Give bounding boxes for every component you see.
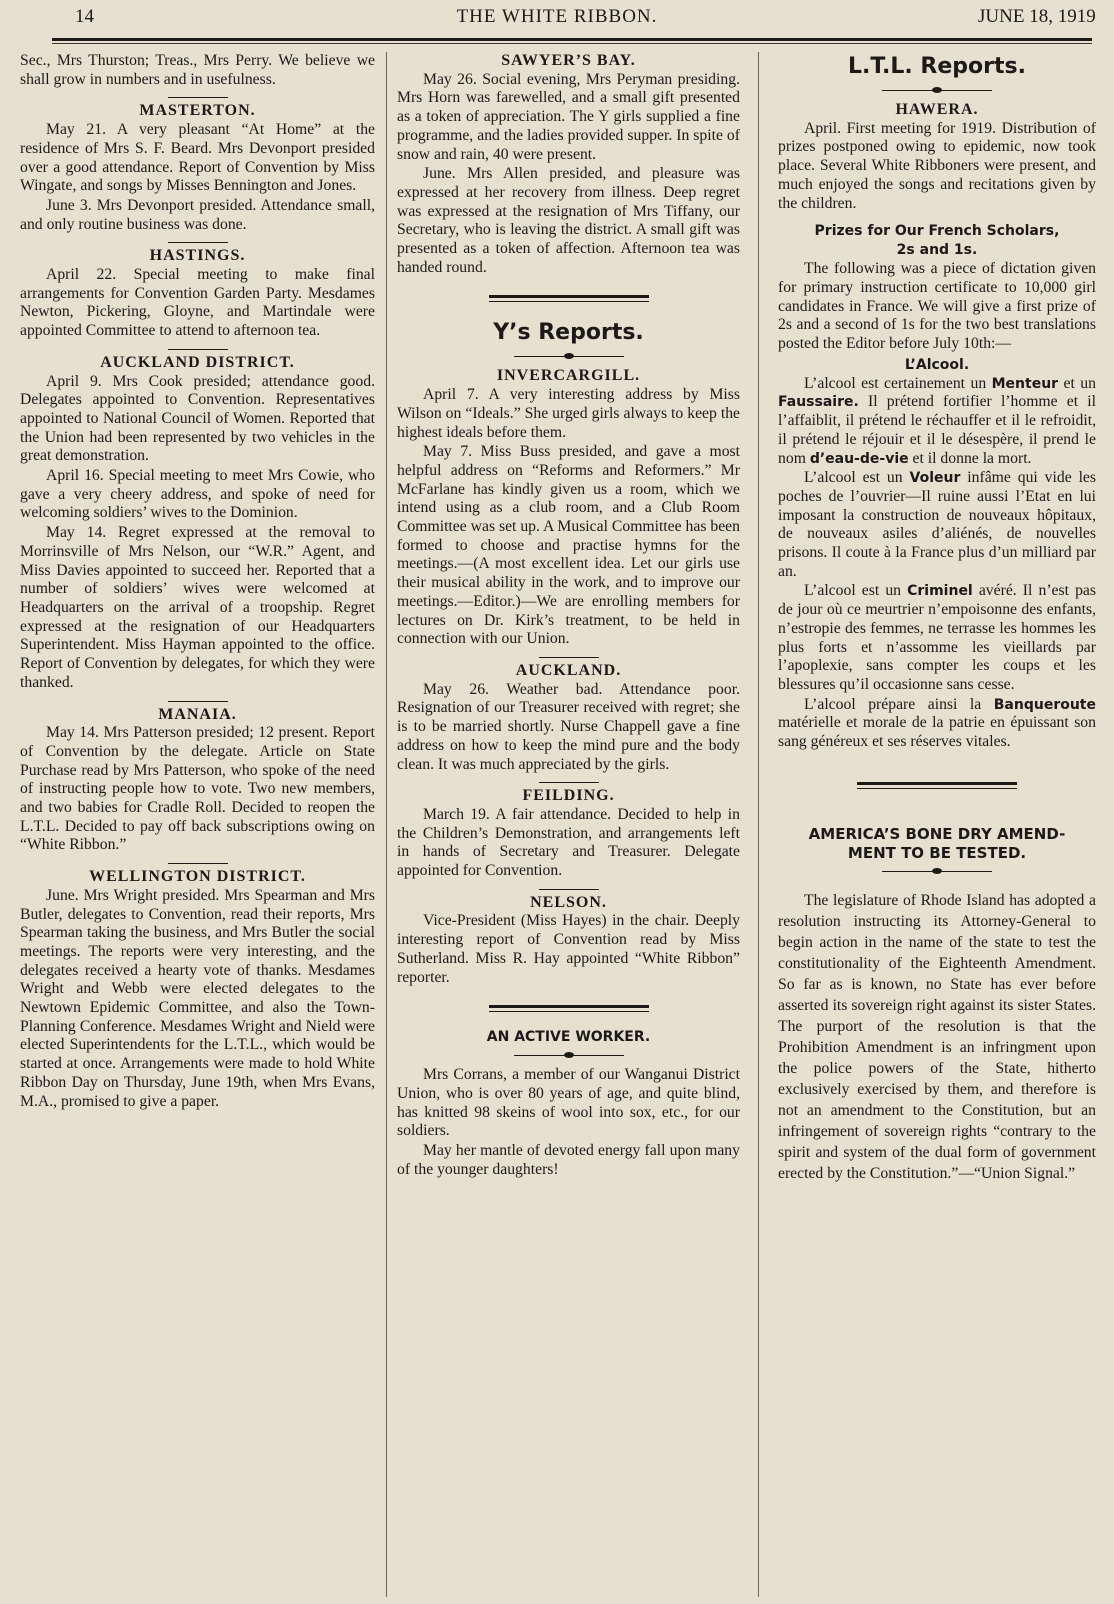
bold-term: Voleur (909, 470, 961, 487)
paragraph: May her mantle of devoted energy fall upon many of the younger daughters! (397, 1142, 740, 1178)
section-rule (168, 863, 228, 864)
heading-wellington-district: WELLINGTON DISTRICT. (89, 868, 306, 886)
paragraph: The following was a piece of dictation given for primary instruction certificate to 10,000 girl candidates in France. We will give a first prize of 2s and a second of 1s for the two best translations posted the Editor before July 10th:— (778, 260, 1096, 353)
heading-sawyers-bay: SAWYER’S BAY. (501, 52, 636, 69)
paragraph: The legislature of Rhode Island has adopted a resolution instructing its Attorney-General to begin action in the name of the state to test the constitutionality of the Eighteenth Amendment. So far as is known, no State has ever before asserted its sovereign right against its sister States. The purport of the resolution is that the Prohibition Amendment is an infringment upon the police powers of the State, hitherto exclusively exercised by them, and therefore is not an amendment to the Constitution, but an infringement of sovereign rights “contrary to the spirit and system of the dual form of government erected by the Constitution.”—“Union Signal.” (778, 891, 1096, 1182)
heading-feilding: FEILDING. (522, 787, 615, 805)
heading-nelson: NELSON. (530, 893, 607, 911)
paragraph: April. First meeting for 1919. Distribution of prizes postponed owing to epidemic, now took place. Several White Ribboners were present, and much enjoyed the songs and recitations given by the children. (778, 119, 1096, 212)
paragraph (778, 469, 1096, 581)
ornament-rule (514, 352, 624, 361)
heading-alcool: L’Alcool. (904, 356, 970, 373)
text: et un (1058, 374, 1096, 392)
ys-reports-heading: Y’s Reports. (493, 320, 644, 346)
heading-invercargill: INVERCARGILL. (496, 367, 641, 385)
paragraph: April 9. Mrs Cook presided; attendance good. Delegates appointed to Convention. Representatives appointed to National Council of Women. Reported that the Union had been represented by two vehicles in the great demonstration. (20, 372, 375, 465)
text: L’alcool est un (804, 469, 910, 487)
heading-prizes-line2: 2s and 1s. (896, 242, 978, 259)
bold-term: Criminel (907, 583, 973, 600)
heading-america (778, 825, 1096, 863)
text: infâme qui vide les poches de l’ouvrier—Il ruine aussi l’Etat en lui imposant la construction de nouveaux hôpitaux, de nouveaux asiles d’aliénés, de nouvelles prisons. Il coute à la France plus d’un milliard par an. (778, 469, 1096, 580)
heading-auckland: AUCKLAND. (515, 661, 622, 679)
text: L’alcool est certainement un (804, 374, 992, 392)
paragraph: April 22. Special meeting to make final arrangements for Convention Garden Party. Mesdames Newton, Pickering, Gloyne, and Martindale were appointed Committee to attend to afternoon tea. (20, 266, 375, 340)
text: L’alcool prépare ainsi la (804, 695, 994, 713)
masthead-rule (52, 38, 1092, 41)
paragraph: June 3. Mrs Devonport presided. Attendance small, and only routine business was done. (20, 196, 375, 233)
section-rule (168, 701, 228, 702)
paragraph: Mrs Corrans, a member of our Wanganui District Union, who is over 80 years of age, and quite blind, has knitted 98 skeins of wool into sox, etc., for our soldiers. (397, 1066, 740, 1140)
text: L’alcool est un (804, 582, 908, 600)
heading-prizes-line1: Prizes for Our French Scholars, (814, 223, 1060, 240)
paragraph: May 14. Regret expressed at the removal to Morrinsville of Mrs Nelson, our “W.R.” Agent, and Miss Davies appointed to succeed her. Reported that a number of soldiers’ wives were welcomed at Headquarters on the arrival of a troopship. Regret expressed at the resignation of our Headquarters Superintendent. Miss Hayman appointed to the office. Report of Convention by delegates, for which they were thanked. (20, 524, 375, 691)
column-3 (778, 52, 1096, 1185)
page-number: 14 (75, 6, 94, 27)
newspaper-title: THE WHITE RIBBON. (456, 6, 658, 27)
bold-term: Faussaire. (778, 394, 859, 411)
bold-term: Banqueroute (993, 696, 1096, 713)
paragraph: April 16. Special meeting to meet Mrs Cowie, who gave a very cheery address, and spoke of need for welcoming soldiers’ wives to the Dominion. (20, 467, 375, 522)
section-rule (539, 889, 599, 890)
paragraph (778, 582, 1096, 694)
heading-america-line2: MENT TO BE TESTED. (847, 843, 1027, 862)
paragraph: Vice-President (Miss Hayes) in the chair. Deeply interesting report of Convention read by Miss Sutherland. Miss R. Hay appointed “White Ribbon” reporter. (397, 912, 740, 986)
paragraph: May 14. Mrs Patterson presided; 12 present. Report of Convention by the delegate. Article on State Purchase read by Mrs Patterson, who spoke of the need of instructing people how to vote. Two new members, and two babies for Cradle Roll. Decided to reopen the L.T.L. Decided to pay off back subscriptions owing on “White Ribbon.” (20, 724, 375, 854)
section-divider (489, 1005, 649, 1012)
heading-manaia: MANAIA. (158, 705, 237, 723)
section-rule (539, 657, 599, 658)
column-divider (386, 52, 387, 1597)
paragraph: March 19. A fair attendance. Decided to help in the Children’s Demonstration, and arrangements left in hands of Secretary and Treasurer. Delegate appointed for Convention. (397, 805, 740, 880)
heading-america-line1: AMERICA’S BONE DRY AMEND- (808, 824, 1066, 843)
paragraph: May 26. Weather bad. Attendance poor. Resignation of our Treasurer received with regret; she is to be married shortly. Nurse Chappell gave a fine address on how to keep the mind pure and the body clean. It was much appreciated by the girls. (397, 680, 740, 773)
column-2 (397, 52, 740, 1180)
paragraph (778, 375, 1096, 469)
masthead-rule-thin (52, 43, 1092, 44)
heading-hastings: HASTINGS. (149, 247, 246, 265)
section-rule (168, 349, 228, 350)
section-divider (489, 295, 649, 302)
heading-auckland-district: AUCKLAND DISTRICT. (100, 353, 295, 371)
masthead (0, 0, 1114, 44)
ornament-rule (514, 1051, 624, 1060)
heading-hawera: HAWERA. (895, 101, 979, 118)
paragraph: June. Mrs Allen presided, and pleasure was expressed at her recovery from illness. Deep regret was expressed at the resignation of Mrs Tiffany, our Secretary, who is leaving the district. A small gift was presented as a token of affection. Afternoon tea was handed round. (397, 165, 740, 276)
section-rule (168, 242, 228, 243)
text: Il prétend fortifier l’homme et il l’affaiblit, il prétend le réchauffer et il le refroidit, il prétend le réjouir et il le désespère, il prend le nom (778, 393, 1096, 467)
paragraph: May 7. Miss Buss presided, and gave a most helpful address on “Reforms and Reformers.” Mr McFarlane has kindly given us a room, which we intend using as a club room, and a Club Room Committee was set up. A Musical Committee has been formed to choose and practise hymns for the meetings.—(A most excellent idea. Let our girls use their musical ability in the work, and to improve our meetings.—Editor.)—We are enrolling members for lectures on Dr. Kirk’s treatment, to be held in connection with our Union. (397, 443, 740, 648)
bold-term: d’eau-de-vie (809, 450, 909, 467)
text: et il donne la mort. (908, 449, 1032, 467)
heading-active-worker: AN ACTIVE WORKER. (486, 1029, 651, 1046)
ltl-reports-heading: L.T.L. Reports. (848, 54, 1026, 79)
intro-paragraph: Sec., Mrs Thurston; Treas., Mrs Perry. We believe we shall grow in numbers and in usefulness. (20, 52, 375, 88)
paragraph: May 26. Social evening, Mrs Peryman presiding. Mrs Horn was farewelled, and a small gift presented as a token of appreciation. The Y girls supplied a fine programme, and the ladies provided supper. In spite of snow and rain, 40 were present. (397, 70, 740, 163)
bold-term: Menteur (991, 375, 1059, 392)
ornament-rule (882, 86, 992, 95)
column-1 (20, 52, 375, 1112)
section-divider (857, 782, 1017, 789)
section-rule (168, 97, 228, 98)
text: avéré. Il n’est pas de jour où ce meurtrier n’empoisonne des enfants, n’estropie des femmes, ne terrasse les hommes les plus forts et n’assomme les vieillards par l’apoplexie, sans compter les coups et les blessures qu’il occasionne sans cesse. (778, 582, 1096, 693)
paragraph: June. Mrs Wright presided. Mrs Spearman and Mrs Butler, delegates to Convention, read their reports, Mrs Spearman taking the business, and Mrs Butler the social meetings. The reports were very interesting, and the delegates received a hearty vote of thanks. Mesdames Wright and Webb were elected delegates to the Newtown Epidemic Committee, and also the Town-Planning Conference. Mesdames Wright and Nield were elected Superintendents for the L.T.L., which would be started at once. Arrangements were made to hold White Ribbon Day on Thursday, June 19th, when Mrs Evans, M.A., promised to give a paper. (20, 886, 375, 1110)
issue-date: JUNE 18, 1919 (978, 6, 1096, 27)
ornament-rule (882, 867, 992, 876)
column-divider (758, 52, 759, 1597)
heading-masterton: MASTERTON. (139, 102, 256, 120)
text: matérielle et morale de la patrie en épuissant son sang généreux et ses réserves vitales. (778, 714, 1096, 751)
paragraph: April 7. A very interesting address by Miss Wilson on “Ideals.” She urged girls always to keep the highest ideals before them. (397, 386, 740, 441)
paragraph (778, 696, 1096, 752)
heading-prizes (778, 222, 1096, 260)
section-rule (539, 782, 599, 783)
paragraph: May 21. A very pleasant “At Home” at the residence of Mrs S. F. Beard. Mrs Devonport presided over a good attendance. Report of Convention by Miss Wingate, and songs by Misses Bennington and Jones. (20, 121, 375, 195)
